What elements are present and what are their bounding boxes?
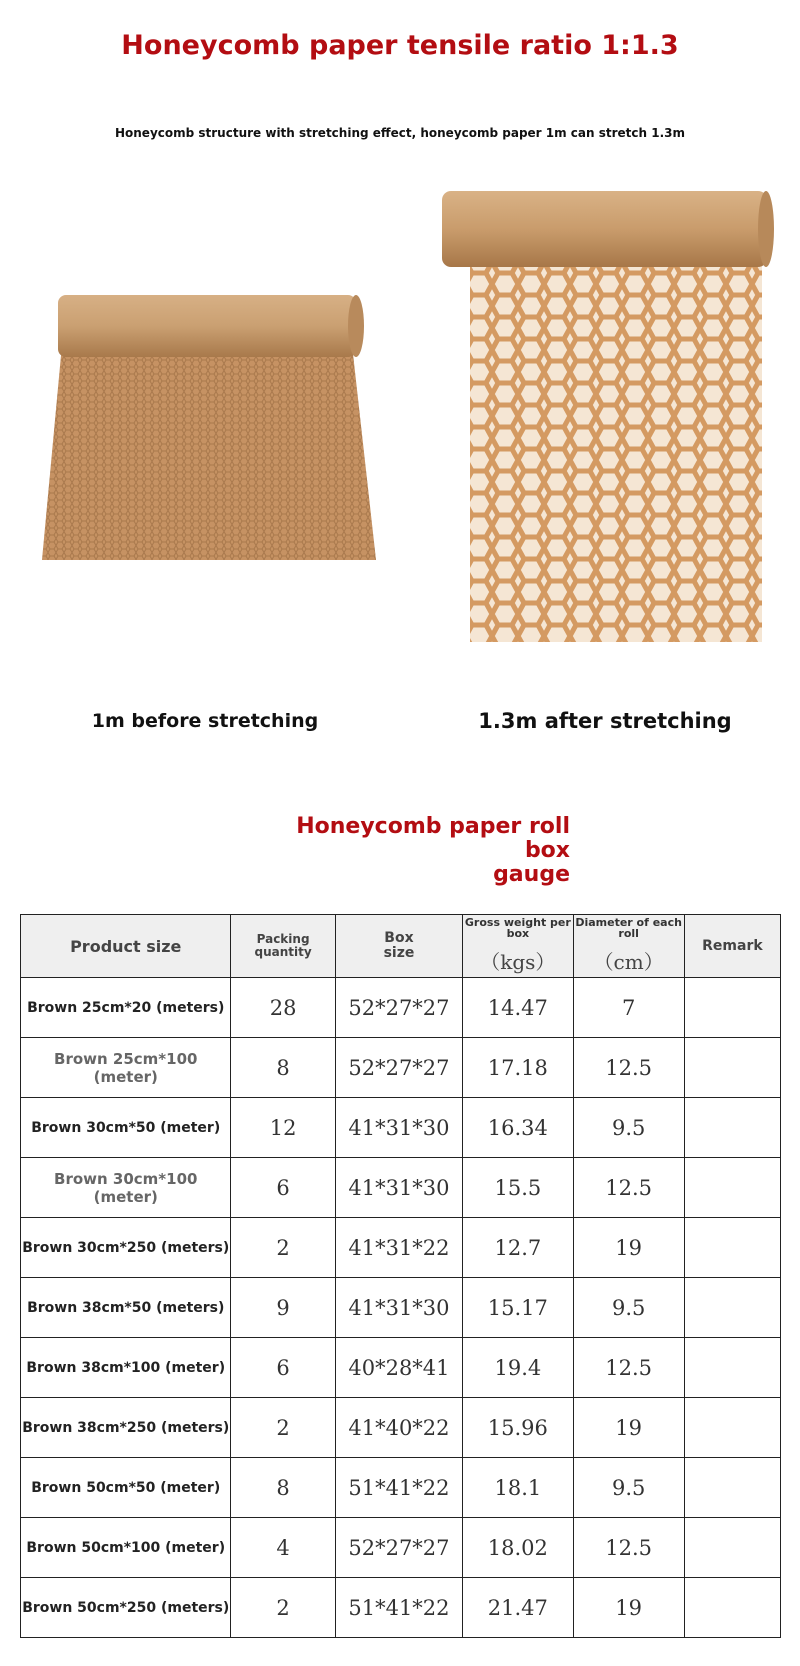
table-body <box>21 978 781 1638</box>
cell-gross-weight: 17.18 <box>463 1038 573 1098</box>
cell-product: Brown 50cm*50 (meter) <box>21 1458 231 1518</box>
header-diameter-label: Diameter of each roll <box>575 916 682 940</box>
header-product-size: Product size <box>21 915 231 978</box>
cell-packing-quantity: 2 <box>231 1398 335 1458</box>
cell-gross-weight: 18.1 <box>463 1458 573 1518</box>
header-box-line1: Box <box>384 930 414 946</box>
cell-product: Brown 30cm*250 (meters) <box>21 1218 231 1278</box>
cell-box-size: 40*28*41 <box>335 1338 463 1398</box>
cell-diameter: 9.5 <box>573 1278 684 1338</box>
header-packing-quantity: Packing quantity <box>231 915 335 978</box>
cell-diameter: 12.5 <box>573 1338 684 1398</box>
cell-remark <box>684 1278 780 1338</box>
cell-packing-quantity: 9 <box>231 1278 335 1338</box>
cell-diameter: 9.5 <box>573 1458 684 1518</box>
cell-diameter: 7 <box>573 978 684 1038</box>
cell-packing-quantity: 6 <box>231 1158 335 1218</box>
cell-diameter: 19 <box>573 1218 684 1278</box>
cell-product: Brown 25cm*100 (meter) <box>21 1038 231 1098</box>
table-row <box>21 1338 781 1398</box>
table-row <box>21 1398 781 1458</box>
cell-box-size: 51*41*22 <box>335 1578 463 1638</box>
header-remark: Remark <box>684 915 780 978</box>
table-row <box>21 1518 781 1578</box>
table-row <box>21 978 781 1038</box>
caption-after: 1.3m after stretching <box>478 709 732 733</box>
table-row <box>21 1098 781 1158</box>
cell-remark <box>684 1398 780 1458</box>
page-title: Honeycomb paper tensile ratio 1:1.3 <box>121 30 679 61</box>
cell-packing-quantity: 4 <box>231 1518 335 1578</box>
cell-remark <box>684 1578 780 1638</box>
cell-product: Brown 38cm*100 (meter) <box>21 1338 231 1398</box>
header-box-line2: size <box>383 945 415 961</box>
cell-box-size: 52*27*27 <box>335 1518 463 1578</box>
header-gross-weight-label: Gross weight per box <box>464 916 571 940</box>
cell-gross-weight: 14.47 <box>463 978 573 1038</box>
cell-diameter: 12.5 <box>573 1038 684 1098</box>
cell-gross-weight: 19.4 <box>463 1338 573 1398</box>
cell-packing-quantity: 12 <box>231 1098 335 1158</box>
cell-box-size: 41*31*30 <box>335 1098 463 1158</box>
cell-box-size: 51*41*22 <box>335 1458 463 1518</box>
cell-packing-quantity: 6 <box>231 1338 335 1398</box>
roll-before-stretching-image <box>40 290 380 560</box>
cell-gross-weight: 15.96 <box>463 1398 573 1458</box>
cell-diameter: 19 <box>573 1398 684 1458</box>
cell-box-size: 41*40*22 <box>335 1398 463 1458</box>
cell-gross-weight: 15.17 <box>463 1278 573 1338</box>
cell-remark <box>684 1158 780 1218</box>
cell-packing-quantity: 8 <box>231 1458 335 1518</box>
header-gross-weight-unit: （kgs） <box>480 950 556 974</box>
cell-gross-weight: 18.02 <box>463 1518 573 1578</box>
header-gross-weight <box>463 915 573 978</box>
cell-product: Brown 25cm*20 (meters) <box>21 978 231 1038</box>
cell-product: Brown 50cm*100 (meter) <box>21 1518 231 1578</box>
table-row <box>21 1578 781 1638</box>
table-row <box>21 1038 781 1098</box>
cell-diameter: 12.5 <box>573 1158 684 1218</box>
cell-remark <box>684 1338 780 1398</box>
cell-remark <box>684 1218 780 1278</box>
page-subtitle: Honeycomb structure with stretching effect, honeycomb paper 1m can stretch 1.3m <box>114 126 686 140</box>
table-header-row <box>21 915 781 978</box>
cell-packing-quantity: 2 <box>231 1578 335 1638</box>
cell-product: Brown 38cm*50 (meters) <box>21 1278 231 1338</box>
cell-gross-weight: 12.7 <box>463 1218 573 1278</box>
cell-box-size: 41*31*30 <box>335 1158 463 1218</box>
header-diameter <box>573 915 684 978</box>
cell-remark <box>684 1098 780 1158</box>
table-title-line2: gauge <box>493 862 570 887</box>
cell-remark <box>684 1518 780 1578</box>
cell-remark <box>684 1038 780 1098</box>
cell-packing-quantity: 8 <box>231 1038 335 1098</box>
cell-diameter: 19 <box>573 1578 684 1638</box>
cell-remark <box>684 1458 780 1518</box>
cell-box-size: 52*27*27 <box>335 978 463 1038</box>
table-row <box>21 1458 781 1518</box>
cell-gross-weight: 15.5 <box>463 1158 573 1218</box>
table-title-line1: Honeycomb paper roll box <box>296 814 570 863</box>
cell-box-size: 41*31*30 <box>335 1278 463 1338</box>
cell-product: Brown 50cm*250 (meters) <box>21 1578 231 1638</box>
cell-packing-quantity: 28 <box>231 978 335 1038</box>
header-diameter-unit: （cm） <box>593 950 664 974</box>
cell-product: Brown 30cm*100 (meter) <box>21 1158 231 1218</box>
table-row <box>21 1218 781 1278</box>
table-title <box>250 815 570 887</box>
header-box-size <box>335 915 463 978</box>
table-row <box>21 1158 781 1218</box>
table-row <box>21 1278 781 1338</box>
cell-box-size: 52*27*27 <box>335 1038 463 1098</box>
cell-product: Brown 30cm*50 (meter) <box>21 1098 231 1158</box>
cell-diameter: 9.5 <box>573 1098 684 1158</box>
caption-before: 1m before stretching <box>91 710 319 732</box>
cell-gross-weight: 21.47 <box>463 1578 573 1638</box>
cell-gross-weight: 16.34 <box>463 1098 573 1158</box>
specification-table <box>20 914 781 1638</box>
cell-box-size: 41*31*22 <box>335 1218 463 1278</box>
cell-product: Brown 38cm*250 (meters) <box>21 1398 231 1458</box>
cell-diameter: 12.5 <box>573 1518 684 1578</box>
cell-remark <box>684 978 780 1038</box>
roll-after-stretching-image <box>440 185 775 645</box>
cell-packing-quantity: 2 <box>231 1218 335 1278</box>
